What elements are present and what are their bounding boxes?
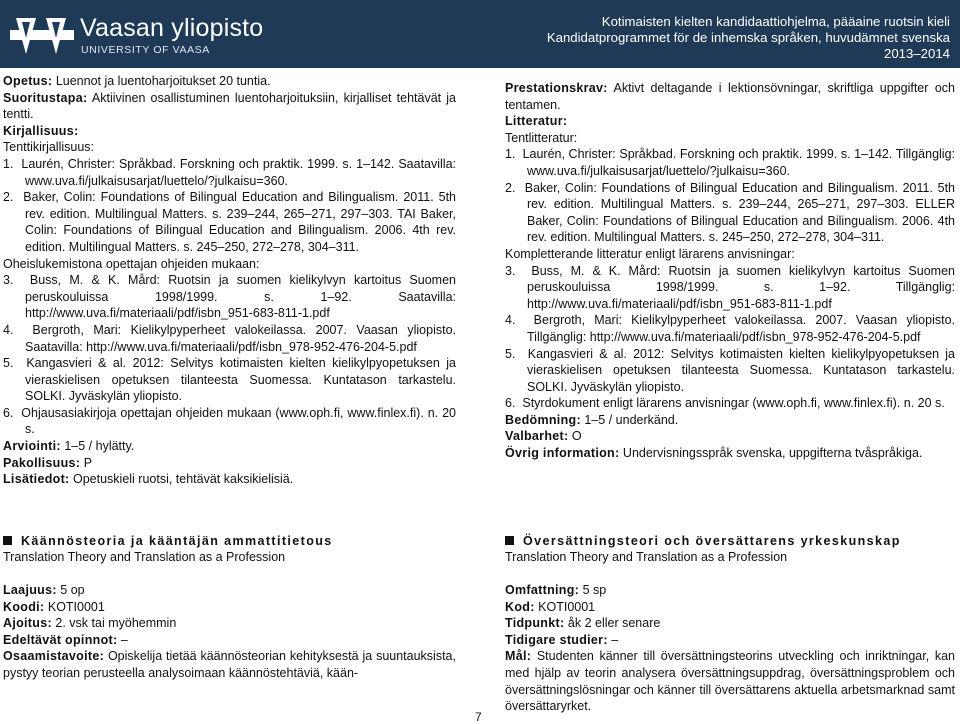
course-details-sv (505, 582, 955, 715)
prestationskrav-text: Aktivt deltagande i lektionsövningar, skriftliga uppgifter och tentamen. (505, 81, 955, 112)
bedomning-label: Bedömning: (505, 412, 581, 427)
laajuus-text: 5 op (60, 583, 85, 597)
program-name-fi: Kotimaisten kielten kandidaattiohjelma, pääaine ruotsin kieli (601, 14, 950, 29)
academic-years: 2013–2014 (883, 46, 950, 61)
bedomning-text: 1–5 / underkänd. (584, 412, 679, 427)
omfattning-text: 5 sp (582, 583, 607, 597)
suoritus-label: Suoritustapa: (3, 90, 88, 105)
koodi-row (3, 599, 456, 616)
suoritus-text: Aktiivinen osallistuminen luentoharjoituksiin, kirjalliset tehtävät ja tentti. (3, 90, 456, 122)
tidpunkt-row (505, 615, 955, 632)
suoritus-row (3, 90, 456, 123)
oheis-item: 4. Bergroth, Mari: Kielikylpyperheet valokeilassa. 2007. Vaasan yliopisto. Saatavilla: http://www.uva.fi/materiaali/pdf/isbn_978-952-476-204-5.pdf (3, 322, 456, 354)
tentlitteratur-label: Tentlitteratur: (505, 130, 578, 145)
edeltavat-text: – (120, 632, 128, 647)
bedomning-row (505, 412, 955, 429)
literature-item: 1. Laurén, Christer: Språkbad. Forskning och praktik. 1999. s. 1–142. Saatavilla: www.uva.fi/julkaisusarjat/luettelo/?julkaisu=360. (3, 156, 456, 188)
laajuus-row (3, 582, 456, 599)
oheis-item: 5. Kangasvieri & al. 2012: Selvitys kotimaisten kielten kielikylpyopetuksen ja vieraskielisen opetuksen tilanteesta Suomessa. Kuntatason tarkastelu. SOLKI. Jyväskylän yliopisto. (3, 356, 456, 404)
course-title-fi (3, 534, 333, 548)
ajoitus-text: 2. vsk tai myöhemmin (55, 616, 177, 631)
omfattning-row (505, 582, 955, 599)
mal-text: Studenten känner till översättningsteorins utveckling och inriktningar, kan med hjälp av teorin analysera översättningsuppdrag, översättningsproblem och översättningslösningar och känner till översättarens aktuella arbetsmarknad samt översättaryrket. (505, 649, 955, 714)
mal-label: Mål: (505, 649, 532, 664)
tidigare-label: Tidigare studier: (505, 632, 608, 647)
square-bullet-icon (505, 536, 514, 545)
ajoitus-row (3, 615, 456, 632)
valbarhet-row (505, 428, 955, 445)
lisatiedot-text: Opetuskieli ruotsi, tehtävät kaksikielisiä. (72, 472, 294, 487)
tidpunkt-text: åk 2 eller senare (567, 616, 661, 631)
pakollisuus-row (3, 455, 456, 472)
ovrig-text: Undervisningsspråk svenska, uppgifterna tvåspråkiga. (622, 446, 923, 461)
opetus-label: Opetus: (3, 74, 53, 88)
course-subtitle-fi: Translation Theory and Translation as a Profession (3, 550, 286, 564)
litteratur-label: Litteratur: (505, 114, 568, 129)
course-details-fi (3, 582, 456, 682)
oheis-item: 3. Buss, M. & K. Mård: Ruotsin ja suomen kielikylvyn kartoitus Suomen peruskouluissa 1998/1999. s. 1–92. Saatavilla: http://www.uva.fi/materiaali/pdf/isbn_951-683-811-1.pdf (3, 273, 456, 321)
osaamistavoite-text: Opiskelija tietää käännösteorian kehityksestä ja suuntauksista, pystyy teorian perusteella analysoimaan käännöstehtäviä, kään- (3, 649, 456, 680)
program-info (547, 14, 950, 62)
kompletterande-item: 5. Kangasvieri & al. 2012: Selvitys kotimaisten kielten kielikylpyopetuksen ja vieraskielisen opetuksen tilanteesta Suomessa. Kuntatason tarkastelu. SOLKI. Jyväskylän yliopisto. (505, 346, 955, 394)
lisatiedot-row (3, 471, 456, 488)
arviointi-text: 1–5 / hylätty. (64, 439, 135, 454)
omfattning-label: Omfattning: (505, 583, 580, 597)
ajoitus-label: Ajoitus: (3, 616, 52, 631)
course-title-sv-text: Översättningsteori och översättarens yrkeskunskap (523, 534, 901, 548)
lisatiedot-label: Lisätiedot: (3, 472, 70, 487)
page-header (0, 0, 960, 68)
pakollisuus-label: Pakollisuus: (3, 455, 81, 470)
kompletterande-item: 6. Styrdokument enligt lärarens anvisningar (www.oph.fi, www.finlex.fi). n. 20 s. (505, 396, 945, 411)
university-logo-icon (10, 16, 74, 56)
course-title-sv (505, 534, 901, 548)
opetus-text: Luennot ja luentoharjoitukset 20 tuntia. (55, 74, 271, 88)
program-name-sv: Kandidatprogrammet för de inhemska språken, huvudämnet svenska (546, 30, 950, 45)
mal-row (505, 648, 955, 714)
kod-row (505, 599, 955, 616)
tidigare-text: – (611, 632, 619, 647)
osaamistavoite-row (3, 648, 456, 681)
literature-item: 1. Laurén, Christer: Språkbad. Forskning och praktik. 1999. s. 1–142. Tillgänglig: www.uva.fi/julkaisusarjat/luettelo/?julkaisu=360. (505, 147, 955, 178)
kompletterande-label: Kompletterande litteratur enligt lärarens anvisningar: (505, 246, 795, 261)
ovrig-row (505, 445, 955, 462)
edeltavat-row (3, 632, 456, 649)
opetus-row (3, 73, 456, 90)
arviointi-row (3, 438, 456, 455)
pakollisuus-text: P (83, 455, 93, 470)
literature-item: 2. Baker, Colin: Foundations of Bilingual Education and Bilingualism. 2011. 5th rev. edition. Multilingual Matters. s. 239–244, 265–271, 297–303. ELLER Baker, Colin: Foundations of Bilingual Education and Bilingualism. 2006. 4th rev. edition. Multilingual Matters. s. 245–250, 272–278, 304–311. (505, 180, 955, 245)
koodi-text: KOTI0001 (47, 599, 105, 614)
logo-title: Vaasan yliopisto (80, 14, 264, 42)
osaamistavoite-label: Osaamistavoite: (3, 649, 105, 664)
laajuus-label: Laajuus: (3, 583, 57, 597)
oheis-label: Oheislukemistona opettajan ohjeiden mukaan: (3, 256, 260, 271)
literature-item: 2. Baker, Colin: Foundations of Bilingual Education and Bilingualism. 2011. 5th rev. edition. Multilingual Matters. s. 239–244, 265–271, 297–303. TAI Baker, Colin: Foundations of Bilingual Education and Bilingualism. 2006. 4th rev. edition. Multilingual Matters. s. 245–250, 272–278, 304–311. (3, 190, 456, 254)
right-column (505, 80, 955, 462)
valbarhet-label: Valbarhet: (505, 429, 569, 444)
prestationskrav-label: Prestationskrav: (505, 81, 608, 95)
logo-subtitle: UNIVERSITY OF VAASA (81, 44, 210, 56)
arviointi-label: Arviointi: (3, 439, 61, 454)
left-column (3, 73, 456, 488)
course-title-fi-text: Käännösteoria ja kääntäjän ammattitietous (21, 534, 333, 548)
kompletterande-item: 3. Buss, M. & K. Mård: Ruotsin ja suomen kielikylvyn kartoitus Suomen peruskouluissa 1998/1999. s. 1–92. Tillgänglig: http://www.uva.fi/materiaali/pdf/isbn_951-683-811-1.pdf (505, 263, 955, 311)
university-logo (10, 8, 264, 60)
ovrig-label: Övrig information: (505, 446, 620, 461)
valbarhet-text: O (571, 429, 582, 444)
kod-text: KOTI0001 (538, 599, 596, 614)
tenttikirjallisuus-label: Tenttikirjallisuus: (3, 140, 95, 155)
course-subtitle-sv: Translation Theory and Translation as a Profession (505, 550, 788, 564)
kod-label: Kod: (505, 599, 535, 614)
koodi-label: Koodi: (3, 599, 45, 614)
kirjallisuus-label: Kirjallisuus: (3, 123, 79, 138)
page-number: 7 (475, 710, 482, 724)
tidpunkt-label: Tidpunkt: (505, 616, 565, 631)
prestationskrav-row (505, 80, 955, 113)
tidigare-row (505, 632, 955, 649)
kompletterande-item: 4. Bergroth, Mari: Kielikylpyperheet valokeilassa. 2007. Vaasan yliopisto. Tillgänglig: http://www.uva.fi/materiaali/pdf/isbn_978-952-476-204-5.pdf (505, 313, 955, 344)
square-bullet-icon (3, 536, 12, 545)
edeltavat-label: Edeltävät opinnot: (3, 632, 118, 647)
oheis-item: 6. Ohjausasiakirjoja opettajan ohjeiden mukaan (www.oph.fi, www.finlex.fi). n. 20 s. (3, 405, 456, 437)
